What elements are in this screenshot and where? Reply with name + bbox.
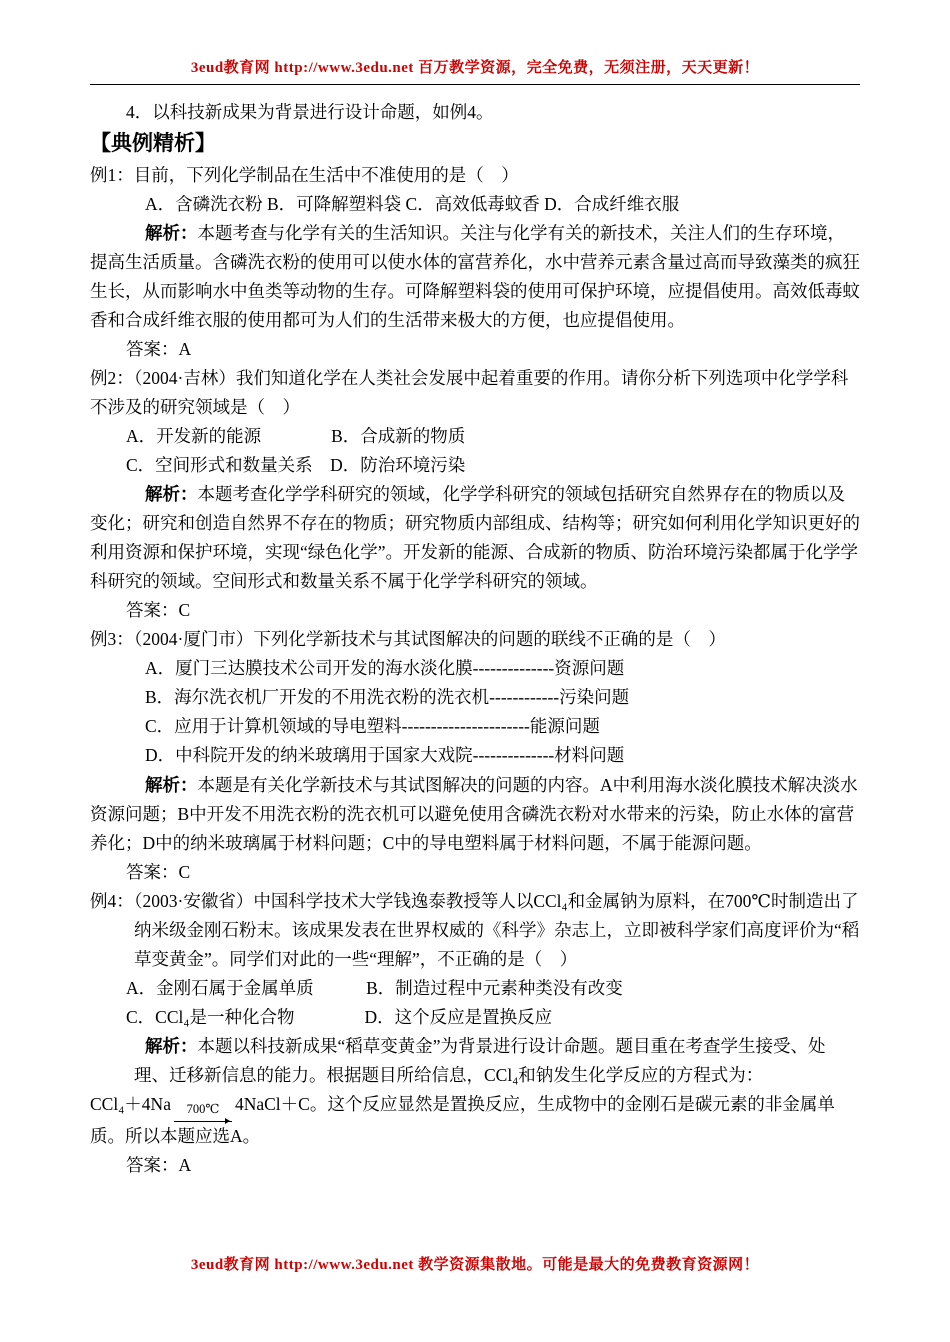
equation-reactants: CCl₄＋4Na — [90, 1094, 171, 1115]
example3-analysis-label: 解析： — [145, 774, 198, 795]
example1-answer: 答案：A — [126, 338, 192, 359]
header-divider — [90, 84, 860, 85]
header-site-banner: 3eud教育网 http://www.3edu.net 百万教学资源，完全免费，无须注册，天天更新！ — [190, 60, 760, 76]
example1-stem: 例1：目前，下列化学制品在生活中不准使用的是（ ） — [90, 164, 519, 185]
page-header — [90, 56, 860, 85]
example2-analysis — [90, 480, 860, 596]
intro-line: 4．以科技新成果为背景进行设计命题，如例4。 — [126, 102, 494, 122]
example2-answer: 答案：C — [126, 600, 191, 621]
example3-answer: 答案：C — [126, 861, 191, 882]
example4-options-ab: A．金刚石属于金属单质 B．制造过程中元素种类没有改变 — [126, 977, 623, 998]
section-title: 【典例精析】 — [90, 131, 216, 156]
example4-equation — [90, 1090, 860, 1151]
example3-option-a: A．厦门三达膜技术公司开发的海水淡化膜--------------资源问题 — [145, 658, 625, 679]
example3-analysis-text: 本题是有关化学新技术与其试图解决的问题的内容。A中利用海水淡化膜技术解决淡水资源问题；B中开发不用洗衣粉的洗衣机可以避免使用含磷洗衣粉对水带来的污染，防止水体的富营养化；D中的纳米玻璃属于材料问题；C中的导电塑料属于材料问题，不属于能源问题。 — [90, 774, 858, 853]
footer-site-banner: 3eud教育网 http://www.3edu.net 教学资源集散地。可能是最大的免费教育资源网！ — [190, 1257, 760, 1273]
example2-options-ab: A．开发新的能源 B．合成新的物质 — [126, 425, 466, 446]
example1-analysis — [90, 219, 860, 335]
example1-analysis-label: 解析： — [145, 222, 198, 243]
example2-stem: 例2：（2004·吉林）我们知道化学在人类社会发展中起着重要的作用。请你分析下列选项中化学学科不涉及的研究领域是（ ） — [90, 367, 849, 417]
example4-options-cd: C．CCl₄是一种化合物 D．这个反应是置换反应 — [126, 1006, 553, 1027]
reaction-arrow — [174, 1103, 232, 1122]
example4-analysis — [90, 1032, 860, 1090]
example4-analysis-label: 解析： — [145, 1035, 198, 1056]
example2-analysis-text: 本题考查化学学科研究的领域，化学学科研究的领域包括研究自然界存在的物质以及变化；研究和创造自然界不存在的物质；研究物质内部组成、结构等；研究如何利用化学知识更好的利用资源和保护环境，实现“绿色化学”。开发新的能源、合成新的物质、防治环境污染都属于化学学科研究的领域。空间形式和数量关系不属于化学学科研究的领域。 — [90, 484, 860, 592]
example4-analysis-text: 本题以科技新成果“稻草变黄金”为背景进行设计命题。题目重在考查学生接受、处理、迁移新信息的能力。根据题目所给信息，CCl₄和钠发生化学反应的方程式为： — [134, 1035, 826, 1085]
example3-option-c: C．应用于计算机领域的导电塑料----------------------能源问题 — [145, 716, 600, 737]
document-body — [90, 98, 860, 1180]
equation-products: 4NaCl＋C。这个反应显然是置换反应，生成物中的金刚石是碳元素的非金属单质。所以本题应选A。 — [90, 1094, 835, 1146]
example3-analysis — [90, 771, 860, 858]
example4-stem: 例4：（2003·安徽省）中国科学技术大学钱逸泰教授等人以CCl₄和金属钠为原料，在700℃时制造出了纳米级金刚石粉末。该成果发表在世界权威的《科学》杂志上，立即被科学家们高度评价为“稻草变黄金”。同学们对此的一些“理解”，不正确的是（ ） — [90, 890, 860, 969]
example3-option-d: D．中科院开发的纳米玻璃用于国家大戏院--------------材料问题 — [145, 745, 625, 766]
example1-analysis-text: 本题考查与化学有关的生活知识。关注与化学有关的新技术，关注人们的生存环境，提高生活质量。含磷洗衣粉的使用可以使水体的富营养化，水中营养元素含量过高而导致藻类的疯狂生长，从而影响水中鱼类等动物的生存。可降解塑料袋的使用可保护环境，应提倡使用。高效低毒蚊香和合成纤维衣服的使用都可为人们的生活带来极大的方便，也应提倡使用。 — [90, 222, 860, 330]
example2-options-cd: C．空间形式和数量关系 D．防治环境污染 — [126, 455, 466, 476]
example1-options: A．含磷洗衣粉 B．可降解塑料袋 C．高效低毒蚊香 D．合成纤维衣服 — [145, 193, 680, 214]
arrow-line-icon — [174, 1117, 232, 1122]
example2-analysis-label: 解析： — [145, 484, 198, 505]
page-footer — [90, 1253, 860, 1274]
example4-answer: 答案：A — [126, 1154, 192, 1175]
example3-stem: 例3：（2004·厦门市）下列化学新技术与其试图解决的问题的联线不正确的是（ ） — [90, 629, 726, 650]
example3-option-b: B．海尔洗衣机厂开发的不用洗衣粉的洗衣机------------污染问题 — [145, 687, 630, 708]
reaction-condition: 700℃ — [186, 1102, 220, 1117]
